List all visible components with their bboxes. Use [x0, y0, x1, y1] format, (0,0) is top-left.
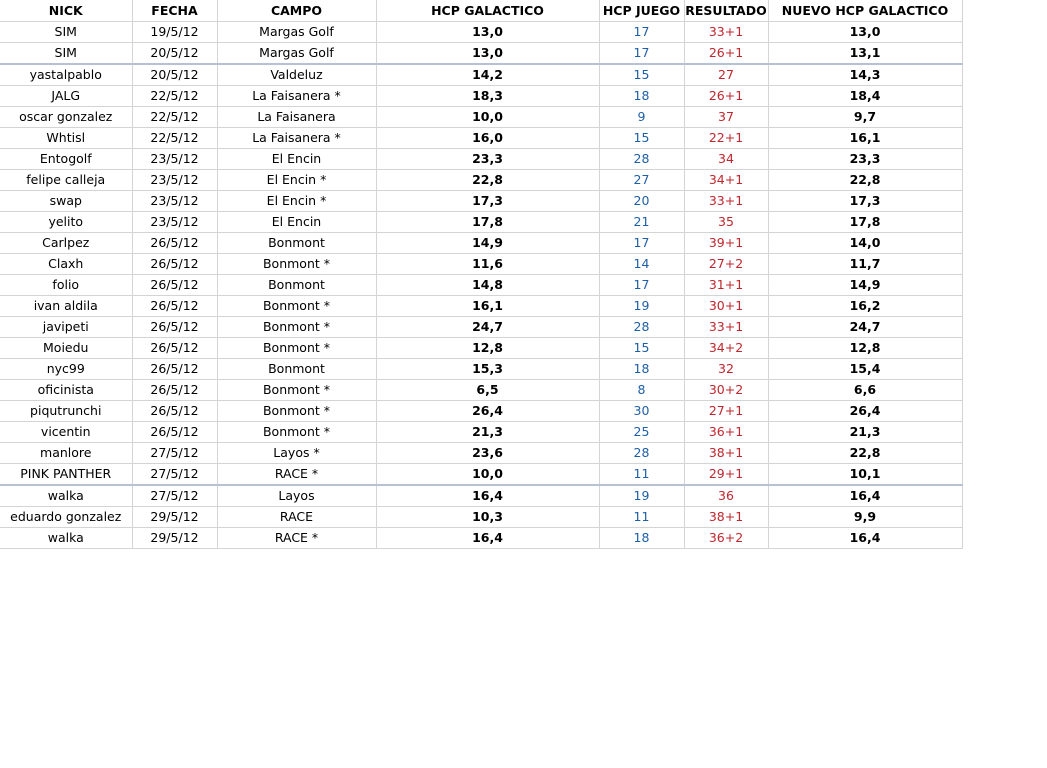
cell-resultado[interactable]: 26+1 — [684, 86, 768, 107]
cell-nick[interactable]: SIM — [0, 22, 132, 43]
cell-nuevo-hcp-galactico[interactable]: 6,6 — [768, 380, 962, 401]
cell-hcp-galactico[interactable]: 15,3 — [376, 359, 599, 380]
cell-campo[interactable]: La Faisanera * — [217, 86, 376, 107]
cell-hcp-galactico[interactable]: 12,8 — [376, 338, 599, 359]
cell-resultado[interactable]: 34+1 — [684, 170, 768, 191]
cell-nick[interactable]: JALG — [0, 86, 132, 107]
cell-nuevo-hcp-galactico[interactable]: 17,8 — [768, 212, 962, 233]
table-row — [0, 170, 962, 191]
cell-resultado[interactable]: 37 — [684, 107, 768, 128]
cell-campo[interactable]: Bonmont — [217, 359, 376, 380]
cell-hcp-galactico[interactable]: 14,2 — [376, 64, 599, 86]
cell-campo[interactable]: La Faisanera * — [217, 128, 376, 149]
table-row — [0, 128, 962, 149]
cell-hcp-juego[interactable]: 20 — [599, 191, 684, 212]
cell-hcp-galactico[interactable]: 13,0 — [376, 43, 599, 65]
cell-resultado[interactable]: 27+2 — [684, 254, 768, 275]
table-row — [0, 107, 962, 128]
cell-nuevo-hcp-galactico[interactable]: 17,3 — [768, 191, 962, 212]
cell-resultado[interactable]: 34 — [684, 149, 768, 170]
cell-nuevo-hcp-galactico[interactable]: 13,0 — [768, 22, 962, 43]
cell-nick[interactable]: swap — [0, 191, 132, 212]
cell-fecha[interactable]: 23/5/12 — [132, 191, 217, 212]
table-row — [0, 22, 962, 43]
table-body — [0, 22, 962, 549]
cell-hcp-galactico[interactable]: 26,4 — [376, 401, 599, 422]
cell-nick[interactable]: folio — [0, 275, 132, 296]
cell-resultado[interactable]: 34+2 — [684, 338, 768, 359]
cell-nick[interactable]: ivan aldila — [0, 296, 132, 317]
cell-hcp-juego[interactable]: 18 — [599, 528, 684, 549]
cell-hcp-galactico[interactable]: 16,4 — [376, 528, 599, 549]
cell-hcp-juego[interactable]: 28 — [599, 443, 684, 464]
cell-campo[interactable]: El Encin — [217, 149, 376, 170]
cell-campo[interactable]: La Faisanera — [217, 107, 376, 128]
cell-campo[interactable]: El Encin * — [217, 191, 376, 212]
cell-hcp-juego[interactable]: 19 — [599, 296, 684, 317]
cell-fecha[interactable]: 27/5/12 — [132, 485, 217, 507]
table-row — [0, 64, 962, 86]
cell-campo[interactable]: RACE — [217, 507, 376, 528]
table-row — [0, 380, 962, 401]
cell-resultado[interactable]: 36 — [684, 485, 768, 507]
cell-resultado[interactable]: 22+1 — [684, 128, 768, 149]
cell-nuevo-hcp-galactico[interactable]: 23,3 — [768, 149, 962, 170]
cell-hcp-galactico[interactable]: 10,0 — [376, 107, 599, 128]
cell-hcp-galactico[interactable]: 16,1 — [376, 296, 599, 317]
cell-resultado[interactable]: 30+2 — [684, 380, 768, 401]
table-row — [0, 528, 962, 549]
cell-fecha[interactable]: 29/5/12 — [132, 507, 217, 528]
cell-nuevo-hcp-galactico[interactable]: 11,7 — [768, 254, 962, 275]
cell-hcp-galactico[interactable]: 11,6 — [376, 254, 599, 275]
cell-nick[interactable]: felipe calleja — [0, 170, 132, 191]
cell-fecha[interactable]: 27/5/12 — [132, 464, 217, 486]
cell-hcp-galactico[interactable]: 16,4 — [376, 485, 599, 507]
cell-nuevo-hcp-galactico[interactable]: 16,4 — [768, 485, 962, 507]
cell-hcp-juego[interactable]: 28 — [599, 149, 684, 170]
cell-resultado[interactable]: 33+1 — [684, 317, 768, 338]
cell-campo[interactable]: Bonmont — [217, 233, 376, 254]
cell-nick[interactable]: Claxh — [0, 254, 132, 275]
cell-fecha[interactable]: 23/5/12 — [132, 212, 217, 233]
cell-fecha[interactable]: 19/5/12 — [132, 22, 217, 43]
cell-nuevo-hcp-galactico[interactable]: 18,4 — [768, 86, 962, 107]
cell-hcp-juego[interactable]: 15 — [599, 64, 684, 86]
table-row — [0, 359, 962, 380]
cell-nuevo-hcp-galactico[interactable]: 16,1 — [768, 128, 962, 149]
cell-hcp-galactico[interactable]: 17,8 — [376, 212, 599, 233]
cell-fecha[interactable]: 26/5/12 — [132, 296, 217, 317]
cell-fecha[interactable]: 29/5/12 — [132, 528, 217, 549]
cell-nuevo-hcp-galactico[interactable]: 24,7 — [768, 317, 962, 338]
cell-resultado[interactable]: 36+1 — [684, 422, 768, 443]
cell-campo[interactable]: Margas Golf — [217, 43, 376, 65]
cell-hcp-juego[interactable]: 17 — [599, 275, 684, 296]
table-row — [0, 149, 962, 170]
cell-nuevo-hcp-galactico[interactable]: 9,9 — [768, 507, 962, 528]
cell-hcp-juego[interactable]: 17 — [599, 22, 684, 43]
cell-nuevo-hcp-galactico[interactable]: 22,8 — [768, 170, 962, 191]
cell-campo[interactable]: Valdeluz — [217, 64, 376, 86]
cell-campo[interactable]: El Encin * — [217, 170, 376, 191]
cell-campo[interactable]: RACE * — [217, 464, 376, 486]
cell-hcp-galactico[interactable]: 23,3 — [376, 149, 599, 170]
cell-nick[interactable]: vicentin — [0, 422, 132, 443]
cell-resultado[interactable]: 27 — [684, 64, 768, 86]
cell-hcp-galactico[interactable]: 24,7 — [376, 317, 599, 338]
cell-resultado[interactable]: 38+1 — [684, 443, 768, 464]
table-row — [0, 464, 962, 486]
cell-nuevo-hcp-galactico[interactable]: 15,4 — [768, 359, 962, 380]
cell-campo[interactable]: Bonmont * — [217, 401, 376, 422]
header-hcp-galactico[interactable]: HCP GALACTICO — [376, 0, 599, 22]
cell-nuevo-hcp-galactico[interactable]: 14,3 — [768, 64, 962, 86]
cell-campo[interactable]: Bonmont * — [217, 296, 376, 317]
cell-fecha[interactable]: 26/5/12 — [132, 254, 217, 275]
cell-hcp-juego[interactable]: 15 — [599, 338, 684, 359]
cell-resultado[interactable]: 26+1 — [684, 43, 768, 65]
cell-nick[interactable]: oscar gonzalez — [0, 107, 132, 128]
cell-campo[interactable]: El Encin — [217, 212, 376, 233]
cell-campo[interactable]: Bonmont * — [217, 254, 376, 275]
table-row — [0, 191, 962, 212]
cell-resultado[interactable]: 39+1 — [684, 233, 768, 254]
cell-hcp-galactico[interactable]: 14,8 — [376, 275, 599, 296]
cell-nick[interactable]: Moiedu — [0, 338, 132, 359]
cell-resultado[interactable]: 30+1 — [684, 296, 768, 317]
cell-fecha[interactable]: 26/5/12 — [132, 380, 217, 401]
cell-campo[interactable]: Layos * — [217, 443, 376, 464]
table-row — [0, 275, 962, 296]
cell-fecha[interactable]: 27/5/12 — [132, 443, 217, 464]
cell-fecha[interactable]: 23/5/12 — [132, 170, 217, 191]
header-nick[interactable]: NICK — [0, 0, 132, 22]
cell-nuevo-hcp-galactico[interactable]: 22,8 — [768, 443, 962, 464]
cell-campo[interactable]: RACE * — [217, 528, 376, 549]
cell-hcp-juego[interactable]: 19 — [599, 485, 684, 507]
table-row — [0, 233, 962, 254]
cell-resultado[interactable]: 27+1 — [684, 401, 768, 422]
cell-campo[interactable]: Bonmont * — [217, 380, 376, 401]
cell-fecha[interactable]: 20/5/12 — [132, 43, 217, 65]
cell-nuevo-hcp-galactico[interactable]: 12,8 — [768, 338, 962, 359]
cell-nick[interactable]: nyc99 — [0, 359, 132, 380]
cell-hcp-galactico[interactable]: 10,3 — [376, 507, 599, 528]
cell-hcp-juego[interactable]: 18 — [599, 359, 684, 380]
cell-hcp-galactico[interactable]: 22,8 — [376, 170, 599, 191]
cell-hcp-juego[interactable]: 27 — [599, 170, 684, 191]
table-row — [0, 338, 962, 359]
cell-fecha[interactable]: 22/5/12 — [132, 128, 217, 149]
cell-fecha[interactable]: 26/5/12 — [132, 359, 217, 380]
cell-hcp-juego[interactable]: 17 — [599, 233, 684, 254]
cell-hcp-juego[interactable]: 28 — [599, 317, 684, 338]
cell-hcp-juego[interactable]: 25 — [599, 422, 684, 443]
cell-resultado[interactable]: 32 — [684, 359, 768, 380]
cell-nuevo-hcp-galactico[interactable]: 16,4 — [768, 528, 962, 549]
cell-hcp-galactico[interactable]: 13,0 — [376, 22, 599, 43]
cell-hcp-juego[interactable]: 18 — [599, 86, 684, 107]
cell-hcp-galactico[interactable]: 16,0 — [376, 128, 599, 149]
cell-hcp-galactico[interactable]: 6,5 — [376, 380, 599, 401]
header-campo[interactable]: CAMPO — [217, 0, 376, 22]
table-row — [0, 422, 962, 443]
cell-hcp-galactico[interactable]: 10,0 — [376, 464, 599, 486]
cell-hcp-juego[interactable]: 21 — [599, 212, 684, 233]
table-row — [0, 86, 962, 107]
cell-hcp-juego[interactable]: 30 — [599, 401, 684, 422]
cell-fecha[interactable]: 26/5/12 — [132, 401, 217, 422]
cell-hcp-juego[interactable]: 17 — [599, 43, 684, 65]
cell-campo[interactable]: Bonmont — [217, 275, 376, 296]
cell-fecha[interactable]: 26/5/12 — [132, 233, 217, 254]
cell-fecha[interactable]: 26/5/12 — [132, 338, 217, 359]
cell-hcp-juego[interactable]: 8 — [599, 380, 684, 401]
cell-nick[interactable]: PINK PANTHER — [0, 464, 132, 486]
cell-resultado[interactable]: 38+1 — [684, 507, 768, 528]
cell-hcp-juego[interactable]: 11 — [599, 464, 684, 486]
header-fecha[interactable]: FECHA — [132, 0, 217, 22]
cell-nick[interactable]: oficinista — [0, 380, 132, 401]
table-row — [0, 507, 962, 528]
cell-fecha[interactable]: 22/5/12 — [132, 107, 217, 128]
cell-nick[interactable]: eduardo gonzalez — [0, 507, 132, 528]
table-row — [0, 212, 962, 233]
cell-nick[interactable]: manlore — [0, 443, 132, 464]
cell-nuevo-hcp-galactico[interactable]: 10,1 — [768, 464, 962, 486]
cell-nuevo-hcp-galactico[interactable]: 14,0 — [768, 233, 962, 254]
cell-fecha[interactable]: 20/5/12 — [132, 64, 217, 86]
cell-hcp-juego[interactable]: 11 — [599, 507, 684, 528]
cell-nuevo-hcp-galactico[interactable]: 14,9 — [768, 275, 962, 296]
table-row — [0, 401, 962, 422]
cell-campo[interactable]: Bonmont * — [217, 338, 376, 359]
cell-nuevo-hcp-galactico[interactable]: 13,1 — [768, 43, 962, 65]
cell-nuevo-hcp-galactico[interactable]: 16,2 — [768, 296, 962, 317]
cell-nuevo-hcp-galactico[interactable]: 21,3 — [768, 422, 962, 443]
header-hcp-juego[interactable]: HCP JUEGO — [599, 0, 684, 22]
cell-hcp-galactico[interactable]: 21,3 — [376, 422, 599, 443]
cell-hcp-juego[interactable]: 14 — [599, 254, 684, 275]
cell-nick[interactable]: yelito — [0, 212, 132, 233]
cell-nick[interactable]: Carlpez — [0, 233, 132, 254]
cell-hcp-juego[interactable]: 15 — [599, 128, 684, 149]
cell-fecha[interactable]: 26/5/12 — [132, 275, 217, 296]
table-row — [0, 254, 962, 275]
cell-nuevo-hcp-galactico[interactable]: 9,7 — [768, 107, 962, 128]
header-nuevo-hcp-galactico[interactable]: NUEVO HCP GALACTICO — [768, 0, 962, 22]
table-row — [0, 296, 962, 317]
table-row — [0, 43, 962, 65]
cell-nick[interactable]: yastalpablo — [0, 64, 132, 86]
cell-campo[interactable]: Layos — [217, 485, 376, 507]
cell-resultado[interactable]: 33+1 — [684, 191, 768, 212]
table-row — [0, 443, 962, 464]
cell-resultado[interactable]: 31+1 — [684, 275, 768, 296]
cell-campo[interactable]: Bonmont * — [217, 317, 376, 338]
cell-hcp-juego[interactable]: 9 — [599, 107, 684, 128]
cell-nick[interactable]: SIM — [0, 43, 132, 65]
cell-nick[interactable]: javipeti — [0, 317, 132, 338]
cell-nick[interactable]: Whtisl — [0, 128, 132, 149]
cell-fecha[interactable]: 23/5/12 — [132, 149, 217, 170]
cell-hcp-galactico[interactable]: 18,3 — [376, 86, 599, 107]
cell-nuevo-hcp-galactico[interactable]: 26,4 — [768, 401, 962, 422]
cell-campo[interactable]: Bonmont * — [217, 422, 376, 443]
cell-nick[interactable]: piqutrunchi — [0, 401, 132, 422]
cell-campo[interactable]: Margas Golf — [217, 22, 376, 43]
cell-nick[interactable]: Entogolf — [0, 149, 132, 170]
header-row — [0, 0, 962, 22]
cell-resultado[interactable]: 35 — [684, 212, 768, 233]
table-row — [0, 317, 962, 338]
cell-nick[interactable]: walka — [0, 485, 132, 507]
cell-fecha[interactable]: 26/5/12 — [132, 317, 217, 338]
cell-hcp-galactico[interactable]: 17,3 — [376, 191, 599, 212]
cell-fecha[interactable]: 22/5/12 — [132, 86, 217, 107]
cell-fecha[interactable]: 26/5/12 — [132, 422, 217, 443]
table-row — [0, 485, 962, 507]
cell-hcp-galactico[interactable]: 23,6 — [376, 443, 599, 464]
cell-resultado[interactable]: 29+1 — [684, 464, 768, 486]
header-resultado[interactable]: RESULTADO — [684, 0, 768, 22]
cell-hcp-galactico[interactable]: 14,9 — [376, 233, 599, 254]
cell-resultado[interactable]: 33+1 — [684, 22, 768, 43]
cell-resultado[interactable]: 36+2 — [684, 528, 768, 549]
cell-nick[interactable]: walka — [0, 528, 132, 549]
